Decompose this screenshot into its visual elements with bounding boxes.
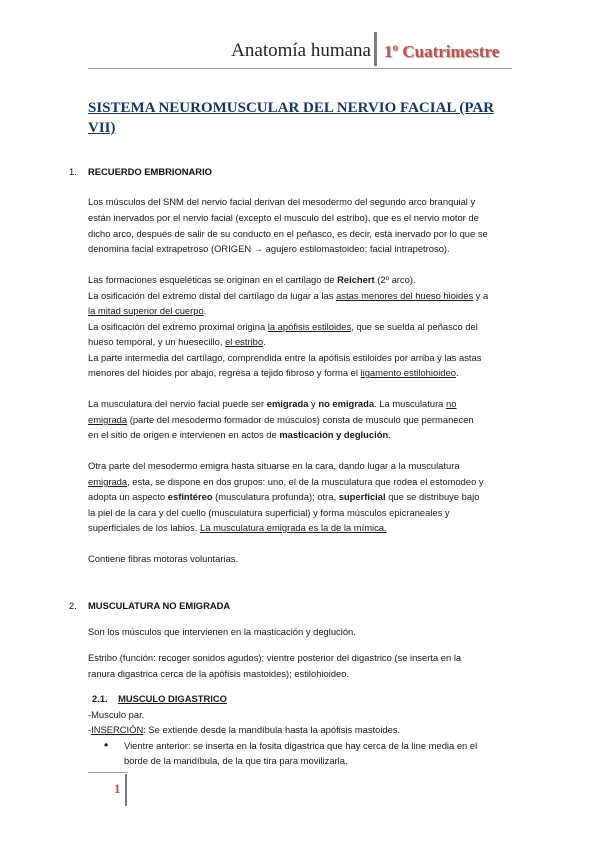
paragraph-line: están inervados por el nervio facial (excepto el musculo del estribo), que es el nervio motor de xyxy=(88,212,479,223)
paragraph-line: Estribo (función: recoger sonidos agudos); vientre posterior del digastrico (se inserta en la xyxy=(88,652,462,663)
bullet-item-line: Vientre anterior: se inserta en la fosita digastrica que hay cerca de la line media en el xyxy=(124,740,478,751)
header-rule xyxy=(88,68,512,69)
paragraph-line: menores del hioides por abajo, regresa a tejido fibroso y forma el ligamento estilohioideo. xyxy=(88,367,459,378)
paragraph-line: la mitad superior del cuerpo. xyxy=(88,305,207,316)
paragraph-line: superficiales de los labios. La musculatura emigrada es la de la mímica. xyxy=(88,522,387,533)
page-header xyxy=(0,32,599,72)
list-line: -Musculo par. xyxy=(88,709,145,720)
document-title: SISTEMA NEUROMUSCULAR DEL NERVIO FACIAL (PAR VII) xyxy=(88,100,495,136)
paragraph-line: Otra parte del mesodermo emigra hasta situarse en la cara, dando lugar a la musculatura xyxy=(88,460,460,471)
paragraph-line: La musculatura del nervio facial puede ser emigrada y no emigrada. La musculatura no xyxy=(88,398,457,409)
paragraph-line: Son los músculos que intervienen en la masticación y deglución. xyxy=(88,626,356,637)
paragraph-line: en el sitio de origen e intervienen en actos de masticación y deglución. xyxy=(88,429,391,440)
paragraph-line: dicho arco, después de salir de su conducto en el peñasco, es decir, esta inervado por lo que se xyxy=(88,228,488,239)
bullet-item-line: borde de la mandíbula, de la que tira para movilizarla. xyxy=(124,755,348,766)
section-2-number: 2. xyxy=(69,600,77,611)
paragraph-line: Las formaciones esqueléticas se originan en el cartílago de Reichert (2º arco). xyxy=(88,274,416,285)
paragraph-line: Contiene fibras motoras voluntarias. xyxy=(88,553,239,564)
page-number: 1 xyxy=(114,781,121,796)
paragraph-line: ranura digastrica cerca de la apófisis mastoides); estilohioideo. xyxy=(88,668,350,679)
bullet-icon: • xyxy=(104,738,109,752)
paragraph-line: La parte intermedia del cartílago, comprendida entre la apófisis estiloides por arriba y las astas xyxy=(88,352,482,363)
header-separator xyxy=(374,32,377,66)
list-line: -INSERCIÓN: Se extiende desde la mandíbula hasta la apófisis mastoides. xyxy=(88,724,401,735)
paragraph-line: la piel de la cara y del cuello (musculatura superficial) y forma músculos epicraneales y xyxy=(88,507,450,518)
paragraph-line: adopta un aspecto esfintéreo (musculatura profunda); otra, superficial que se distribuye bajo xyxy=(88,491,480,502)
paragraph-line: emigrada (parte del mesodermo formador de músculos) consta de musculo que permanecen xyxy=(88,414,474,425)
header-title: Anatomía humana xyxy=(231,40,371,61)
paragraph-line: La osificación del extremo distal del cartílago da lugar a las astas menores del hueso hioides y a xyxy=(88,290,489,301)
paragraph-line: emigrada, esta, se dispone en dos grupos: uno, el de la musculatura que rodea el estomodeo y xyxy=(88,476,484,487)
paragraph-line: Los músculos del SNM del nervio facial derivan del mesodermo del segundo arco branquial y xyxy=(88,196,476,207)
section-1-number: 1. xyxy=(69,166,77,177)
section-1-title: RECUERDO EMBRIONARIO xyxy=(88,166,212,177)
header-term: 1º Cuatrimestre xyxy=(384,42,500,61)
footer-separator xyxy=(125,774,127,806)
section-2-title: MUSCULATURA NO EMIGRADA xyxy=(88,600,231,611)
footer-rule xyxy=(88,772,128,773)
paragraph-line: La osificación del extremo proximal origina la apófisis estiloides, que se suelda al peñasco del xyxy=(88,321,478,332)
subsection-heading: 2.1. MUSCULO DIGASTRICO xyxy=(92,693,227,704)
paragraph-line: hueso temporal, y un huesecillo, el estribo. xyxy=(88,336,266,347)
paragraph-line: denomina facial extrapetroso (ORIGEN → agujero estilomastoideo; facial intrapetroso). xyxy=(88,243,450,254)
